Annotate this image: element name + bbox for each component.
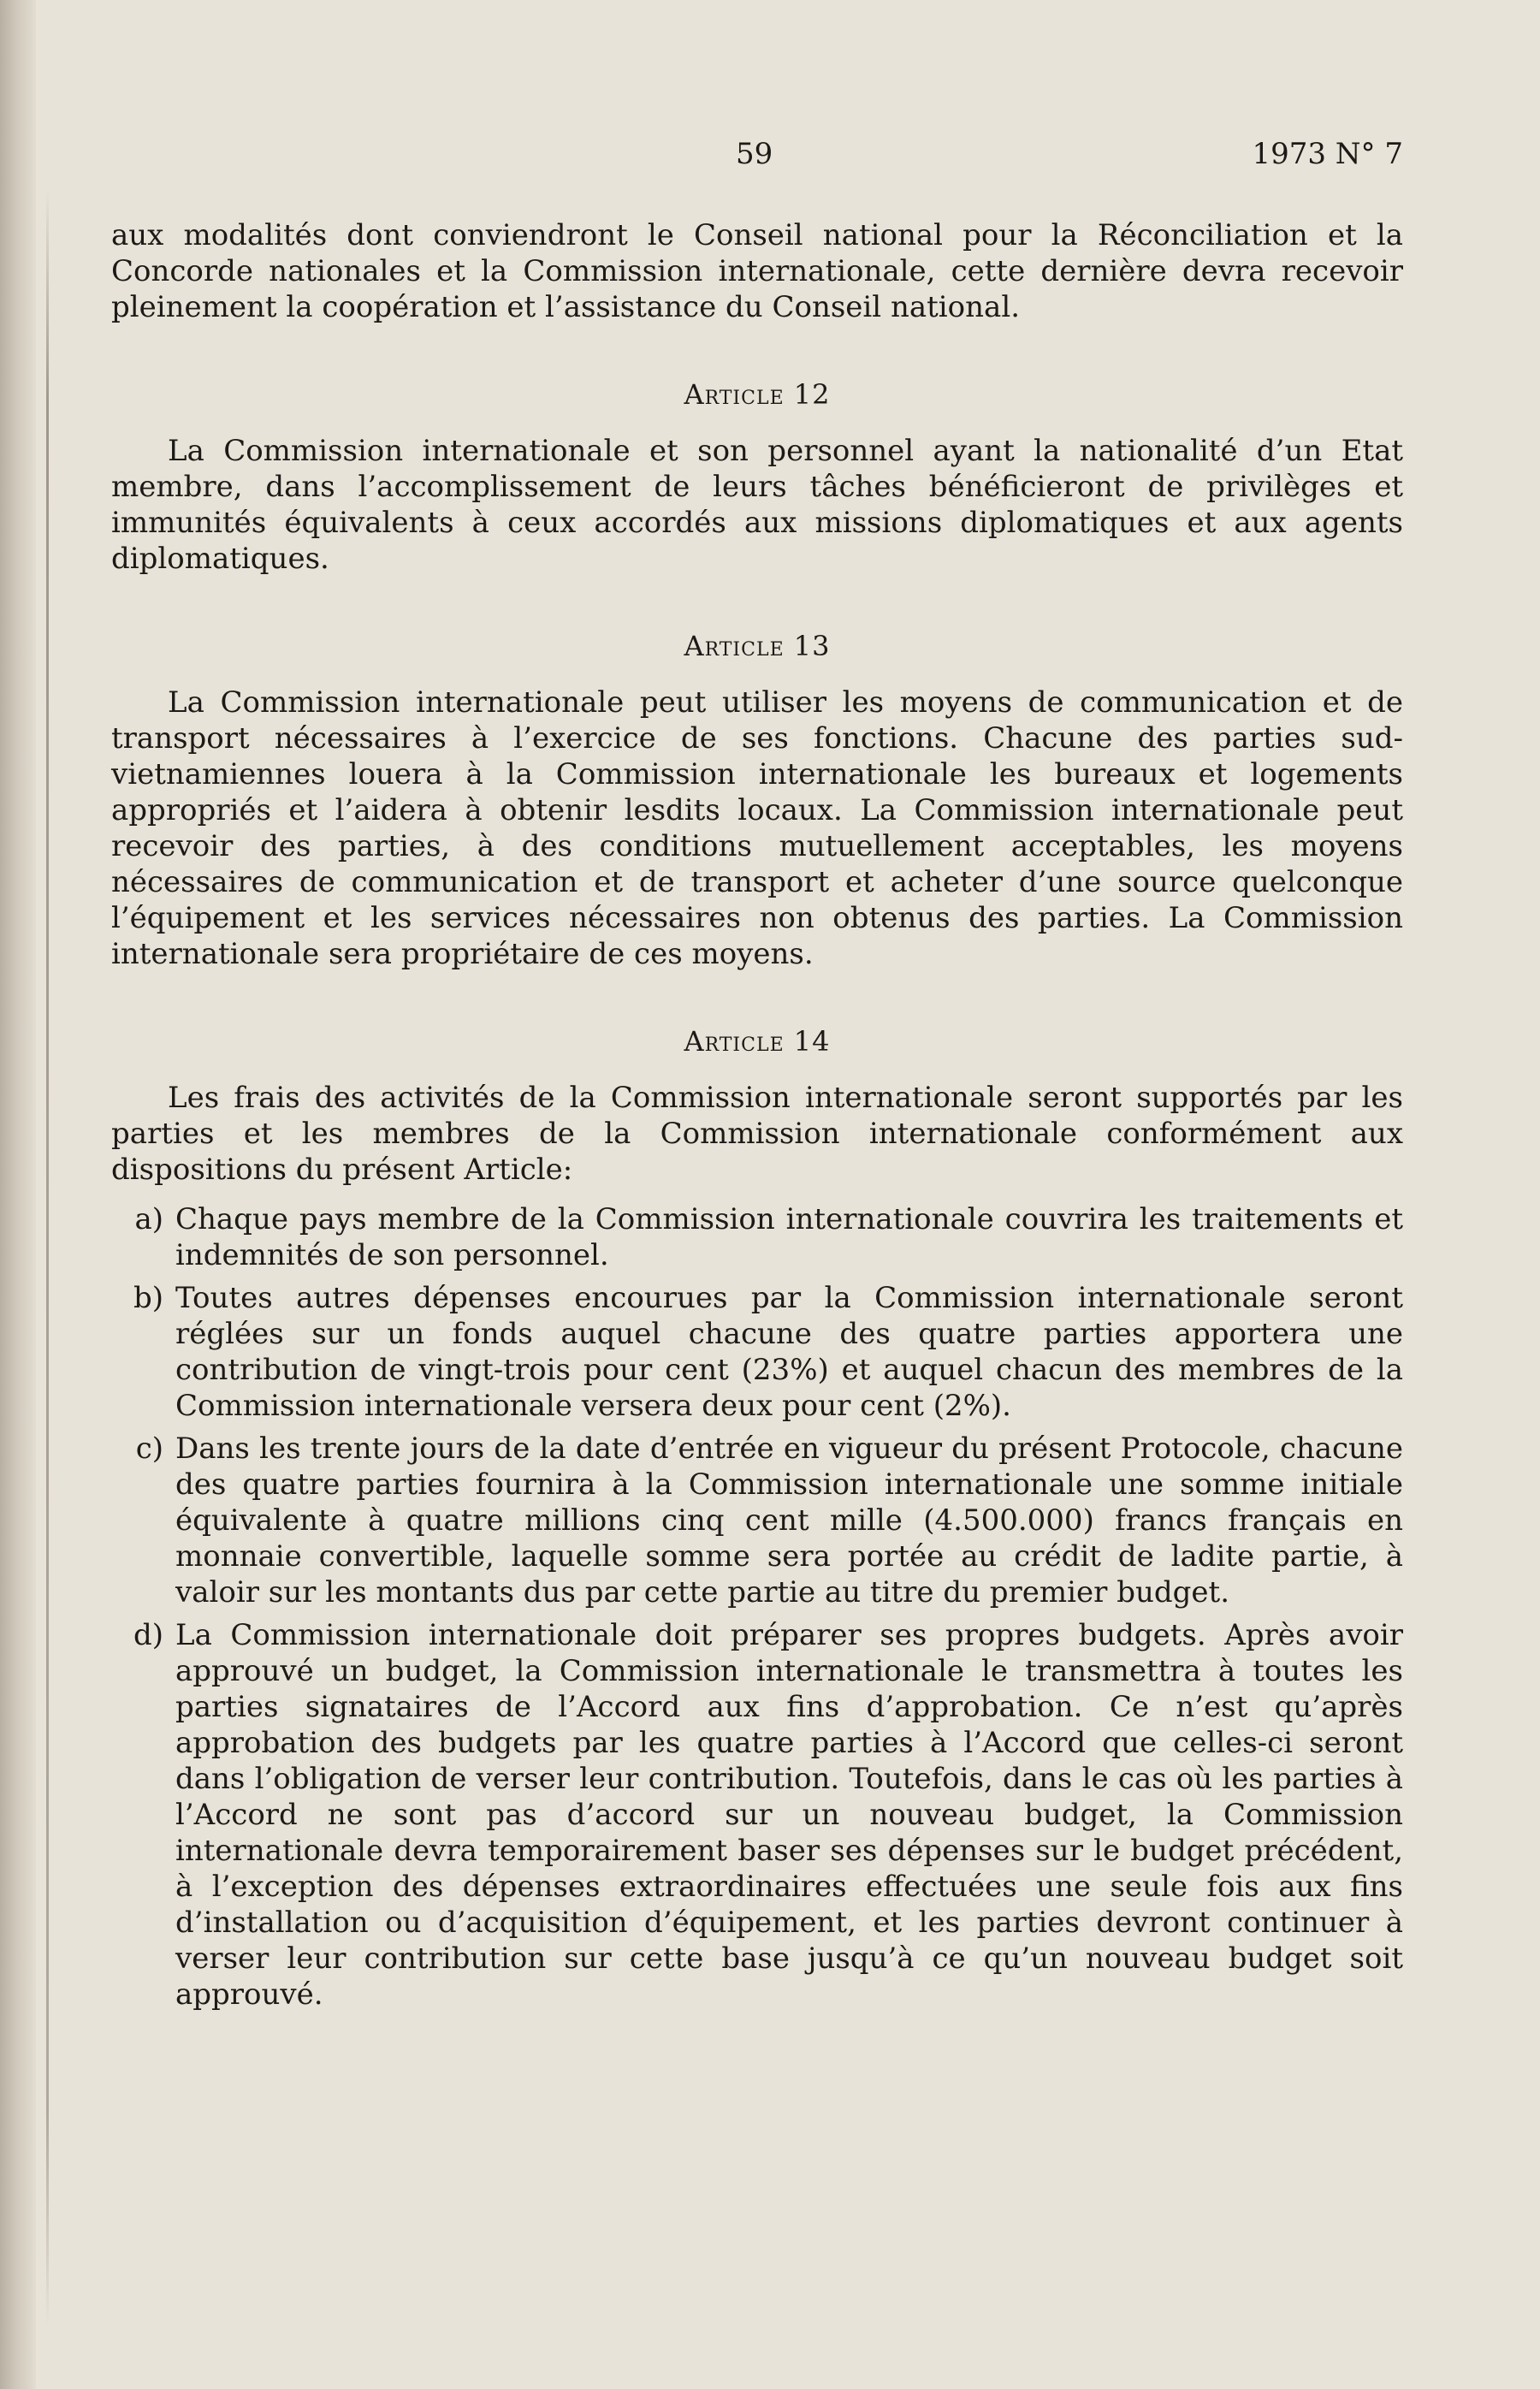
list-item-text: Dans les trente jours de la date d’entrée en vigueur du présent Protocole, chacune des quatre parties fournira à la Commission internationale une somme initiale équivalente à quatre millions cinq cent mille (4.500.000) francs français en monnaie convertible, laquelle somme sera portée au crédit de ladite partie, à valoir sur les montants dus par cette partie au titre du premier budget. (175, 1432, 1403, 1609)
page-number: 59 (736, 137, 773, 171)
gutter-line (46, 188, 49, 2327)
list-item (111, 1201, 1403, 1273)
article-12 (111, 378, 1403, 577)
article-14 (111, 1025, 1403, 2013)
book-spine-shadow (0, 0, 36, 2389)
article-13 (111, 630, 1403, 972)
article-heading: Article 14 (684, 1025, 831, 1058)
list-item-letter: c) (135, 1432, 163, 1466)
article-paragraph: Les frais des activités de la Commission internationale seront supportés par les parties et les membres de la Commission internationale conformément aux dispositions du présent Article: (111, 1081, 1403, 1187)
list-item (111, 1617, 1403, 2013)
list-item-letter: a) (134, 1202, 163, 1236)
article-paragraph: La Commission internationale et son personnel ayant la nationalité d’un Etat membre, dans l’accomplissement de leurs tâches bénéficieront de privilèges et immunités équivalents à ceux accordés aux missions diplomatiques et aux agents diplomatiques. (111, 434, 1403, 576)
article-heading: Article 12 (684, 378, 831, 411)
list-item-text: La Commission internationale doit préparer ses propres budgets. Après avoir approuvé un budget, la Commission internationale le transmettra à toutes les parties signataires de l’Accord aux fins d’approbation. Ce n’est qu’après approbation des budgets par les quatre parties à l’Accord que celles-ci seront dans l’obligation de verser leur contribution. Toutefois, dans le cas où les parties à l’Accord ne sont pas d’accord sur un nouveau budget, la Commission internationale devra temporairement baser ses dépenses sur le budget précédent, à l’exception des dépenses extraordinaires effectuées une seule fois aux fins d’installation ou d’acquisition d’équipement, et les parties devront continuer à verser leur contribution sur cette base jusqu’à ce qu’un nouveau budget soit approuvé. (175, 1618, 1403, 2012)
page-header (111, 137, 1403, 180)
list-item-text: Chaque pays membre de la Commission internationale couvrira les traitements et indemnités de son personnel. (175, 1202, 1403, 1272)
year-issue-number: 1973 N° 7 (1252, 137, 1403, 171)
article-heading: Article 13 (684, 630, 831, 662)
list-item-text: Toutes autres dépenses encourues par la Commission internationale seront réglées sur un fonds auquel chacune des quatre parties apportera une contribution de vingt-trois pour cent (23%) et auquel chacun des membres de la Commission internationale versera deux pour cent (2%). (175, 1281, 1403, 1423)
list-item-letter: d) (133, 1618, 163, 1652)
page-body (111, 217, 1403, 2019)
list-item (111, 1280, 1403, 1424)
list-item (111, 1431, 1403, 1610)
article-paragraph: La Commission internationale peut utiliser les moyens de communication et de transport nécessaires à l’exercice de ses fonctions. Chacune des parties sud-vietnamiennes louera à la Commission internationale les bureaux et logements appropriés et l’aidera à obtenir lesdits locaux. La Commission internationale peut recevoir des parties, à des conditions mutuellement acceptables, les moyens nécessaires de communication et de transport et acheter d’une source quelconque l’équipement et les services nécessaires non obtenus des parties. La Commission internationale sera propriétaire de ces moyens. (111, 685, 1403, 971)
article-14-list (111, 1201, 1403, 2013)
list-item-letter: b) (133, 1281, 163, 1315)
continuation-paragraph: aux modalités dont conviendront le Conseil national pour la Réconciliation et la Concorde nationales et la Commission internationale, cette dernière devra recevoir pleinement la coopération et l’assistance du Conseil national. (111, 218, 1403, 324)
